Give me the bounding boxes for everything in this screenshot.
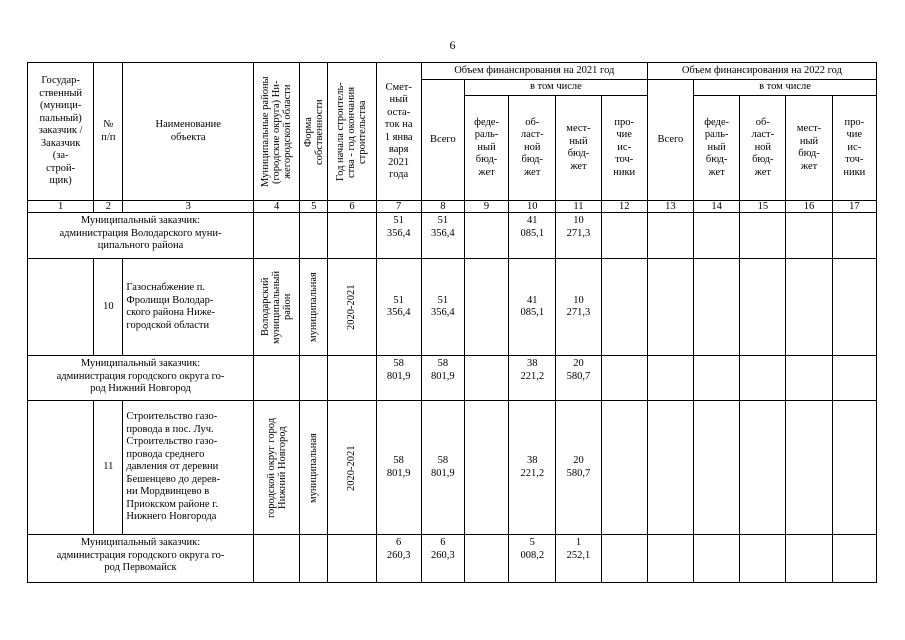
col-number: 15 bbox=[740, 201, 786, 213]
page-number: 6 bbox=[449, 38, 456, 52]
district-cell bbox=[254, 259, 300, 356]
object-district: городской округ город Нижний Новгород bbox=[265, 417, 288, 518]
local-2021-cell: 20 580,7 bbox=[556, 401, 601, 535]
header-ownership: Форма собственности bbox=[302, 98, 325, 165]
years-cell bbox=[328, 401, 376, 535]
header-including-2022: в том числе bbox=[694, 80, 877, 96]
estimate-cell: 58 801,9 bbox=[376, 401, 421, 535]
customer-row bbox=[28, 356, 877, 401]
total-2021-cell: 51 356,4 bbox=[421, 213, 464, 259]
district-cell bbox=[254, 401, 300, 535]
estimate-cell: 51 356,4 bbox=[376, 259, 421, 356]
col-number: 2 bbox=[94, 201, 123, 213]
estimate-cell: 58 801,9 bbox=[376, 356, 421, 401]
col-number: 7 bbox=[376, 201, 421, 213]
header-local-2021: мест- ный бюд- жет bbox=[556, 96, 601, 201]
col-number: 5 bbox=[300, 201, 328, 213]
col-number: 10 bbox=[509, 201, 556, 213]
header-ownership-cell bbox=[300, 63, 328, 201]
header-object: Наименование объекта bbox=[123, 63, 254, 201]
col-number: 12 bbox=[601, 201, 647, 213]
object-years: 2020-2021 bbox=[346, 444, 358, 491]
col-number: 1 bbox=[28, 201, 94, 213]
object-num: 10 bbox=[94, 259, 123, 356]
total-2021-cell: 51 356,4 bbox=[421, 259, 464, 356]
local-2021-cell: 10 271,3 bbox=[556, 213, 601, 259]
object-name: Газоснабжение п. Фролищи Володар- ского района Ниже- городской области bbox=[123, 259, 254, 356]
object-years: 2020-2021 bbox=[346, 284, 358, 330]
header-local-2022: мест- ный бюд- жет bbox=[786, 96, 832, 201]
regional-2021-cell: 41 085,1 bbox=[509, 259, 556, 356]
financing-table bbox=[27, 62, 877, 583]
col-number: 9 bbox=[464, 201, 508, 213]
local-2021-cell: 20 580,7 bbox=[556, 356, 601, 401]
object-district: Володарский муниципальный район bbox=[260, 270, 294, 344]
local-2021-cell: 10 271,3 bbox=[556, 259, 601, 356]
ownership-cell bbox=[300, 259, 328, 356]
header-federal-2021: феде- раль- ный бюд- жет bbox=[464, 96, 508, 201]
col-number: 16 bbox=[786, 201, 832, 213]
header-total-2022: Всего bbox=[647, 80, 693, 201]
col-number: 14 bbox=[694, 201, 740, 213]
regional-2021-cell: 41 085,1 bbox=[509, 213, 556, 259]
estimate-cell: 6 260,3 bbox=[376, 535, 421, 583]
object-ownership: муниципальная bbox=[308, 272, 320, 342]
customer-name: Муниципальный заказчик: администрация Володарского муни- ципального района bbox=[28, 213, 254, 259]
customer-row bbox=[28, 535, 877, 583]
regional-2021-cell: 38 221,2 bbox=[509, 401, 556, 535]
customer-name: Муниципальный заказчик: администрация городского округа го- род Первомайск bbox=[28, 535, 254, 583]
header-fin-2022: Объем финансирования на 2022 год bbox=[647, 63, 876, 80]
col-number: 6 bbox=[328, 201, 376, 213]
header-total-2021: Всего bbox=[421, 80, 464, 201]
col-number: 11 bbox=[556, 201, 601, 213]
header-estimate: Смет- ный оста- ток на 1 янва варя 2021 года bbox=[376, 63, 421, 201]
total-2021-cell: 58 801,9 bbox=[421, 356, 464, 401]
header-num: № п/п bbox=[94, 63, 123, 201]
col-number: 8 bbox=[421, 201, 464, 213]
object-row bbox=[28, 259, 877, 356]
col-number: 3 bbox=[123, 201, 254, 213]
object-ownership: муниципальная bbox=[308, 432, 320, 503]
object-name: Строительство газо- провода в пос. Луч. Строительство газо- провода среднего давления от деревни Бешенцево до дерев- ни Мордвинцево в Приокском районе г. Нижнего Новгорода bbox=[123, 401, 254, 535]
object-row bbox=[28, 401, 877, 535]
header-including-2021: в том числе bbox=[464, 80, 647, 96]
header-other-2022: про- чие ис- точ- ники bbox=[832, 96, 876, 201]
total-2021-cell: 6 260,3 bbox=[421, 535, 464, 583]
col-number: 17 bbox=[832, 201, 876, 213]
estimate-cell: 51 356,4 bbox=[376, 213, 421, 259]
total-2021-cell: 58 801,9 bbox=[421, 401, 464, 535]
header-other-2021: про- чие ис- точ- ники bbox=[601, 96, 647, 201]
customer-row bbox=[28, 213, 877, 259]
regional-2021-cell: 5 008,2 bbox=[509, 535, 556, 583]
regional-2021-cell: 38 221,2 bbox=[509, 356, 556, 401]
years-cell bbox=[328, 259, 376, 356]
col-number: 4 bbox=[254, 201, 300, 213]
header-years-cell bbox=[328, 63, 376, 201]
column-number-row bbox=[28, 201, 877, 213]
header-regional-2022: об- ласт- ной бюд- жет bbox=[740, 96, 786, 201]
col-number: 13 bbox=[647, 201, 693, 213]
header-regional-2021: об- ласт- ной бюд- жет bbox=[509, 96, 556, 201]
customer-name: Муниципальный заказчик: администрация городского округа го- род Нижний Новгород bbox=[28, 356, 254, 401]
header-customer: Государ- ственный (муници- пальный) заказчик / Заказчик (за- строй- щик) bbox=[28, 63, 94, 201]
header-fin-2021: Объем финансирования на 2021 год bbox=[421, 63, 647, 80]
header-federal-2022: феде- раль- ный бюд- жет bbox=[694, 96, 740, 201]
header-district-cell bbox=[254, 63, 300, 201]
header-district: Муниципальные районы (городские округа) Ни- жегородской области bbox=[260, 76, 294, 187]
ownership-cell bbox=[300, 401, 328, 535]
local-2021-cell: 1 252,1 bbox=[556, 535, 601, 583]
object-num: 11 bbox=[94, 401, 123, 535]
header-years: Год начала строитель- ства - год окончания строительства bbox=[335, 82, 369, 181]
